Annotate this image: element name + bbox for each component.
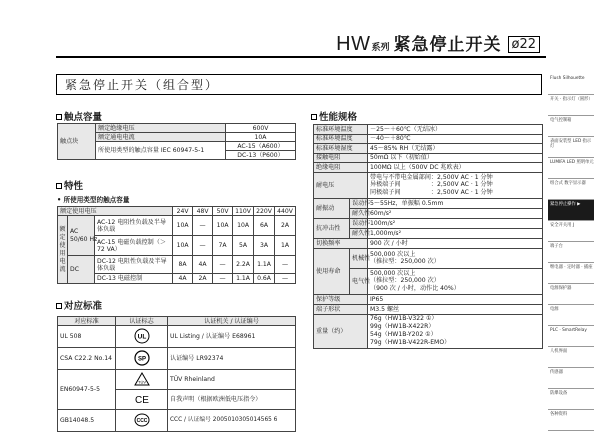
dc13-110v: 1.1A [233,274,254,284]
dc-label: DC [68,256,95,284]
std-ul-body: UL Listing / 认证编号 E68961 [168,326,296,348]
perf-op-temp-label: 标准环境温度 [314,125,368,135]
svg-text:TÜV: TÜV [137,379,146,384]
std-col-body: 认证机关 / 认证编号 [168,317,296,326]
performance-heading: 性能规格 [311,109,357,123]
perf-mech-label: 机械性 [350,248,368,268]
rated-voltage-header: 额定使用电压 [58,207,173,216]
csa-mark-icon [116,348,168,370]
dc13-24v: 4A [173,274,193,284]
perf-vib-mal-value: 5～55Hz，单振幅 0.5mm [368,198,543,208]
header-model: HW [336,33,371,55]
ac12-desc: AC-12 电阻性负载及半导体负载 [95,216,173,236]
perf-shock-dur-label: 耐久性 [350,228,368,238]
ac12-110v: 10A [233,216,254,236]
perf-vib-dur-label: 耐久性 [350,208,368,218]
perf-contact-res-label: 接触电阻 [314,153,368,163]
perf-vib-mal-label: 误动作 [350,198,368,208]
sidebar-item[interactable]: 组合式 数字显示器 [548,179,594,200]
header-product: 紧急停止开关 [393,35,502,55]
perf-storage-temp-label: 标准环境温度 [314,134,368,144]
perf-life-label: 使用寿命 [314,248,350,294]
ce-mark-icon [116,390,168,410]
dc13-48v: 2A [193,274,213,284]
svg-text:UL: UL [137,333,146,340]
perf-insulation-value: 100MΩ 以上（500V DC 兆欧表） [368,163,543,173]
contact-capacity-table [57,123,296,160]
std-csa-name: CSA C22.2 No.14 [58,348,116,370]
perf-shock-dur-value: 1,000m/s² [368,228,543,238]
sidebar-item[interactable]: 电源保护器 [548,284,594,305]
std-ccc-body: CCC / 认证编号 2005010305014565 6 [168,410,296,432]
section-title-box [56,74,542,95]
voltage-50v: 50V [213,207,233,216]
perf-term-label: 端子形状 [314,304,368,314]
dc12-desc: DC-12 电阻性负载及半导体负载 [95,256,173,274]
sidebar-item[interactable]: 表面安装型 LED 指示灯 [548,137,594,158]
perf-op-temp-value: －25～＋60℃（无结冰） [368,125,543,135]
voltage-440v: 440V [275,207,296,216]
perf-elec-label: 电气性 [350,268,368,294]
perf-humidity-label: 标准环境湿度 [314,144,368,154]
perf-weight-label: 重量（约） [314,314,368,348]
ac15-220v: 3A [254,236,275,256]
rated-current-side-label: 额定使用电流 [58,216,68,284]
perf-mech-value: 500,000 次以上 （推拉型：250,000 次） [368,248,543,268]
perf-contact-res-value: 50mΩ 以下（初始值） [368,153,543,163]
rated-insulation-label: 额定绝缘电压 [96,124,226,133]
ac12-50v: 10A [213,216,233,236]
standards-heading: 对应标准 [56,298,102,312]
svg-text:CE: CE [134,394,149,406]
perf-weight-value: 76g（HW1B-V322 ①） 99g（HW1B-X422R） 54g（HW1B-Y202 ①） 79g（HW1B-V422R-EMO） [368,314,543,348]
perf-elec-value: 500,000 次以上 （推拉型：250,000 次） （900 次 / 小时，动作比 40%） [368,268,543,294]
use-category-label: 所使用类型的触点容量 IEC 60947-5-1 [96,142,226,160]
sidebar-item[interactable]: 电源 [548,305,594,326]
perf-vib-dur-value: 60m/s² [368,208,543,218]
sidebar-item[interactable]: 紧急停止操作 ▶ [548,200,594,221]
rated-current-value: 10A [226,133,296,142]
use-category-ac: AC-15（A600） [226,142,296,151]
header-title [336,30,540,56]
characteristics-table [57,206,296,284]
perf-shock-mal-label: 误动作 [350,218,368,228]
performance-table [313,124,543,349]
rated-insulation-value: 600V [226,124,296,133]
voltage-48v: 48V [193,207,213,216]
square-bullet-icon [56,183,62,189]
dc12-48v: 4A [193,256,213,274]
header-size-badge: ø22 [508,36,541,53]
dc13-440v: — [275,274,296,284]
square-bullet-icon [311,114,317,120]
std-csa-body: 认证编号 LR92374 [168,348,296,370]
std-tuv-body: TÜV Rheinland [168,370,296,390]
ac-label: AC 50/60 Hz [68,216,95,256]
std-gb-name: GB14048.5 [58,410,116,432]
perf-withstand-label: 耐电压 [314,172,368,198]
perf-insulation-label: 绝缘电阻 [314,163,368,173]
sidebar-item[interactable]: 防爆设备 [548,389,594,410]
std-col-standard: 对应标准 [58,317,116,326]
dc13-220v: 0.6A [254,274,275,284]
section-title: 紧急停止开关（组合型） [65,78,220,92]
perf-freq-value: 900 次 / 小时 [368,238,543,248]
dc13-desc: DC-13 电磁控制 [95,274,173,284]
perf-term-value: M3.5 螺丝 [368,304,543,314]
perf-shock-label: 抗冲击性 [314,218,350,238]
contact-block-label: 触点块 [58,124,96,160]
rated-current-label: 额定通电电流 [96,133,226,142]
ccc-mark-icon [116,410,168,432]
sidebar-nav [548,74,594,431]
standards-table [57,316,296,432]
ul-mark-icon [116,326,168,348]
perf-withstand-value: 带电与不带电金属部间：2,500V AC · 1 分钟 异极端子间 ：2,500V AC · 1 分钟 同极端子间 ：2,500V AC · 1 分钟 [368,172,543,198]
ac12-440v: 2A [275,216,296,236]
contact-capacity-heading: 触点容量 [56,109,102,123]
ac12-220v: 6A [254,216,275,236]
sidebar-item[interactable]: PLC · SmartRelay [548,326,594,347]
dc12-440v: — [275,256,296,274]
voltage-24v: 24V [173,207,193,216]
tuv-mark-icon [116,370,168,390]
characteristics-subheading: • 所使用类型的触点容量 [57,196,130,204]
sidebar-item[interactable]: 端子台 [548,242,594,263]
perf-freq-label: 切换频率 [314,238,368,248]
sidebar-item[interactable]: 安全开关用 J [548,221,594,242]
sidebar-item[interactable]: 人机界面 [548,347,594,368]
voltage-220v: 220V [254,207,275,216]
sidebar-item[interactable]: 各种资料 [548,410,594,431]
sidebar-item[interactable]: 电气控制箱 [548,116,594,137]
sidebar-item[interactable]: 继电器 · 定时器 · 插座 [548,263,594,284]
svg-text:SP: SP [137,356,146,362]
ac15-48v: — [193,236,213,256]
perf-prot-value: IP65 [368,294,543,304]
ac12-24v: 10A [173,216,193,236]
page-header [0,0,546,56]
ac15-desc: AC-15 电磁负载控制（＞72 VA） [95,236,173,256]
ac15-110v: 5A [233,236,254,256]
dc12-110v: 2.2A [233,256,254,274]
std-ce-body: 自我声明（根据欧洲低电压指令） [168,390,296,410]
perf-vib-label: 耐振动 [314,198,350,218]
characteristics-heading: 特性 [56,178,83,192]
std-ul-name: UL 508 [58,326,116,348]
sidebar-item[interactable]: Flush Silhouette [548,74,594,95]
svg-text:CCC: CCC [136,417,147,424]
header-series: 系列 [371,43,390,53]
header-rule [56,56,546,58]
ac15-24v: 10A [173,236,193,256]
use-category-dc: DC-13（P600） [226,151,296,160]
ac12-48v: — [193,216,213,236]
square-bullet-icon [56,303,62,309]
ac15-50v: 7A [213,236,233,256]
perf-prot-label: 保护等级 [314,294,368,304]
perf-humidity-value: 45～85% RH（无结露） [368,144,543,154]
perf-shock-mal-value: 100m/s² [368,218,543,228]
sidebar-item[interactable]: LUMIFA LED 照明单元 [548,158,594,179]
ac15-440v: 1A [275,236,296,256]
perf-storage-temp-value: －40～＋80℃ [368,134,543,144]
square-bullet-icon [56,114,62,120]
dc12-50v: — [213,256,233,274]
dc12-24v: 8A [173,256,193,274]
sidebar-item[interactable]: 传感器 [548,368,594,389]
std-col-mark: 认证标志 [116,317,168,326]
dc13-50v: — [213,274,233,284]
voltage-110v: 110V [233,207,254,216]
dc12-220v: 1.1A [254,256,275,274]
sidebar-item[interactable]: 开关 · 指示灯（圆形） [548,95,594,116]
std-en-name: EN60947-5-5 [58,370,116,410]
